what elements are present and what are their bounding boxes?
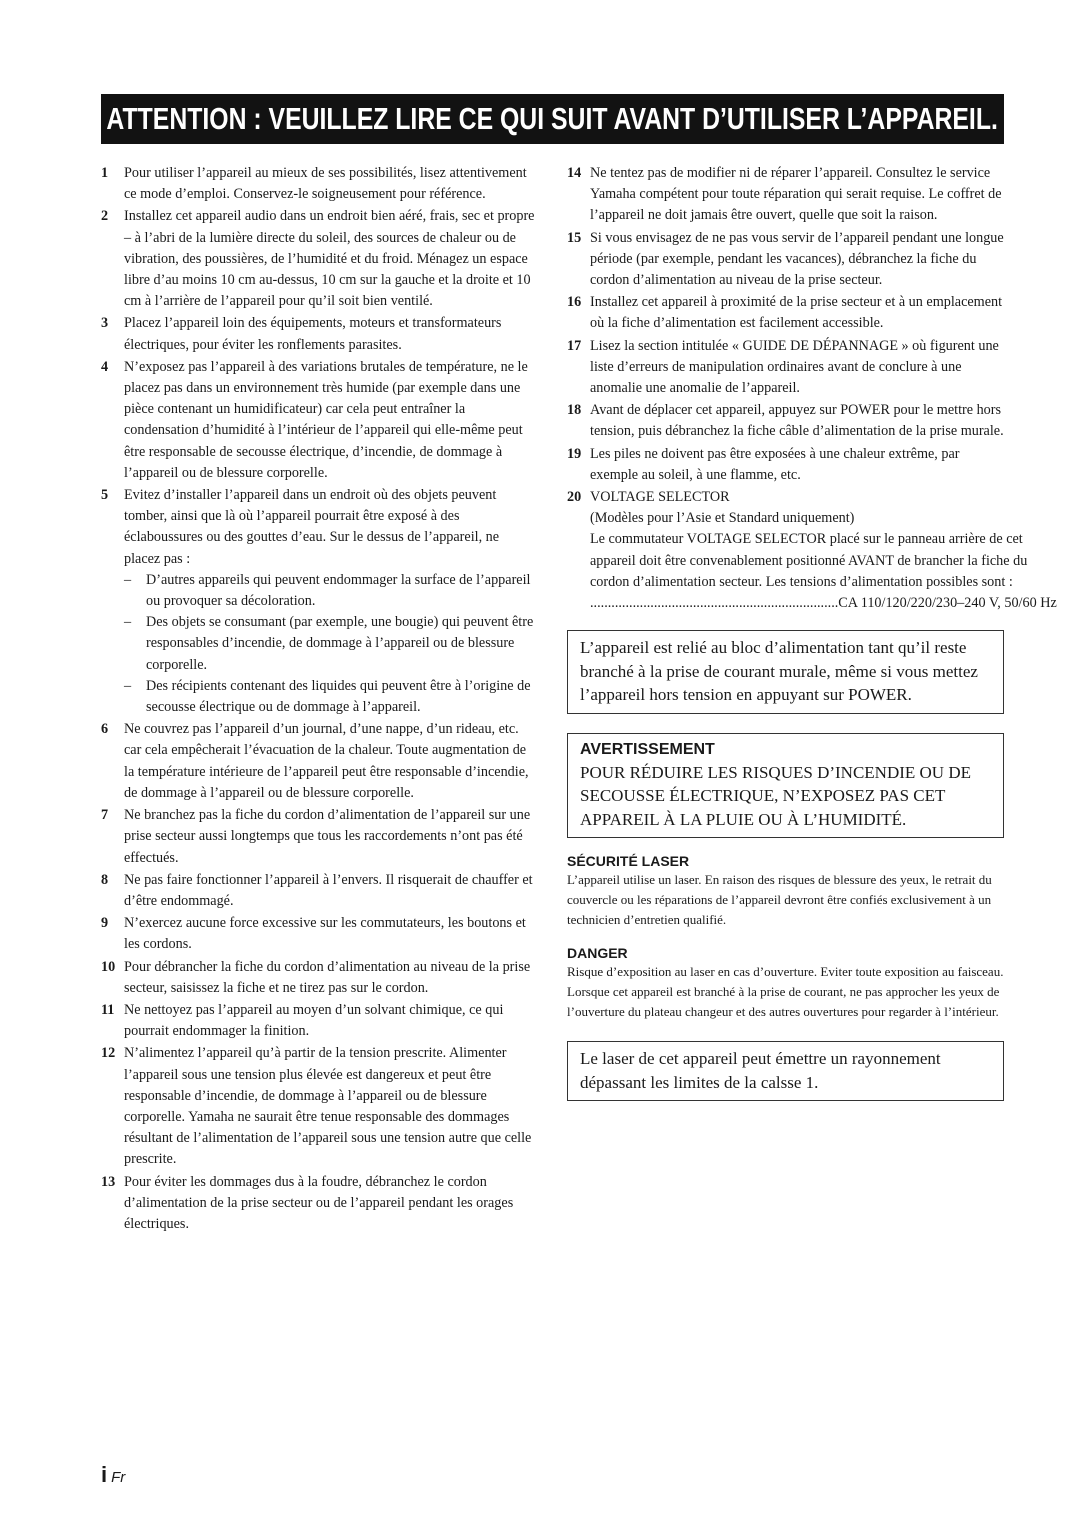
sub-item-text: D’autres appareils qui peuvent endommager la surface de l’appareil ou provoquer sa décoloration. xyxy=(146,571,531,610)
item-text: Ne nettoyez pas l’appareil au moyen d’un solvant chimique, ce qui pourrait endommager la finition. xyxy=(124,1001,504,1040)
sub-item-text: Des récipients contenant des liquides qui peuvent être à l’origine de secousse électrique ou de dommage à l’appareil. xyxy=(146,677,531,716)
item-text: Pour débrancher la fiche du cordon d’alimentation au niveau de la prise secteur, saisissez la fiche et ne tirez pas sur le cordon. xyxy=(124,958,531,996)
sub-list xyxy=(124,570,535,718)
dash-bullet: – xyxy=(124,677,132,694)
list-item-3 xyxy=(101,313,535,355)
danger-text: Risque d’exposition au laser en cas d’ouverture. Eviter toute exposition au faisceau. Lorsque cet appareil est branché à la prise de courant, ne pas approcher les yeux de l’ouverture du plateau changeur et des autres ouvertures pour regarder à l’intérieur. xyxy=(567,964,1004,1020)
item-number: 3 xyxy=(101,315,109,332)
dash-bullet: – xyxy=(124,571,132,588)
list-item-14 xyxy=(567,163,1004,227)
page-footer xyxy=(101,1462,125,1488)
laser-safety-title: SÉCURITÉ LASER xyxy=(567,853,690,870)
item-text: Ne tentez pas de modifier ni de réparer l’appareil. Consultez le service Yamaha compétent pour toute réparation qui serait requise. Le coffret de l’appareil ne doit jamais être ouvert, quelle que soit la raison. xyxy=(590,165,1002,224)
item-number: 7 xyxy=(101,807,109,824)
item-text: Avant de déplacer cet appareil, appuyez sur POWER pour le mettre hors tension, puis débranchez la fiche câble d’alimentation de la prise murale. xyxy=(590,402,1004,440)
dot-leader: ...................................................................... xyxy=(590,595,839,612)
item-text: N’exercez aucune force excessive sur les commutateurs, les boutons et les cordons. xyxy=(124,915,526,953)
list-item-18 xyxy=(567,400,1004,442)
power-notice-box xyxy=(567,630,1004,714)
list-item-1 xyxy=(101,163,535,205)
voltage-selector-title: VOLTAGE SELECTOR xyxy=(590,489,730,506)
item-text: N’exposez pas l’appareil à des variations brutales de température, ne le placez pas dans un environnement très humide (par exemple dans une pièce contenant un humidificateur) car cela peut entraîner la condensation d’humidité à l’intérieur de l’appareil qui elle-même peut être responsable de secousse électrique, d’incendie, de dommage à l’appareil ou de blessure corporelle. xyxy=(124,358,528,481)
item-text: Installez cet appareil à proximité de la prise secteur et à un emplacement où la fiche d’alimentation est facilement accessible. xyxy=(590,294,1003,332)
list-item-12 xyxy=(101,1043,535,1170)
voltage-values: CA 110/120/220/230–240 V, 50/60 Hz xyxy=(838,595,1057,612)
list-item-19 xyxy=(567,444,1004,486)
item-number: 4 xyxy=(101,358,109,375)
item-number: 13 xyxy=(101,1173,116,1190)
dash-bullet: – xyxy=(124,614,132,631)
list-item-20 xyxy=(567,487,1057,614)
page-number: i xyxy=(101,1462,108,1487)
item-number: 20 xyxy=(567,489,582,506)
item-number: 9 xyxy=(101,915,109,932)
sub-list-item xyxy=(124,612,535,676)
list-item-13 xyxy=(101,1172,535,1236)
item-20-list xyxy=(567,487,1057,614)
voltage-selector-text: Le commutateur VOLTAGE SELECTOR placé sur le panneau arrière de cet appareil doit être convenablement positionné AVANT de brancher la fiche du cordon d’alimentation secteur. Les tensions d’alimentation possibles sont : xyxy=(590,531,1028,590)
item-text: N’alimentez l’appareil qu’à partir de la tension prescrite. Alimenter l’appareil sous une tension plus élevée est dangereux et peut être responsable d’incendie, de dommage à l’appareil ou de blessure corporelle. Yamaha ne saurait être tenue responsable des dommages résultant de l’alimentation de l’appareil sous une tension autre que celle prescrite. xyxy=(124,1045,532,1168)
item-text: Placez l’appareil loin des équipements, moteurs et transformateurs électriques, pour éviter les ronflements parasites. xyxy=(124,315,502,353)
item-number: 16 xyxy=(567,294,582,311)
item-number: 11 xyxy=(101,1001,115,1018)
item-number: 5 xyxy=(101,487,109,504)
laser-class-text: Le laser de cet appareil peut émettre un rayonnement dépassant les limites de la calsse 1. xyxy=(580,1049,941,1092)
item-text: Installez cet appareil audio dans un endroit bien aéré, frais, sec et propre – à l’abri de la lumière directe du soleil, des sources de chaleur ou de vibration, des poussières, de l’humidité et du froid. Ménagez un espace libre d’au moins 10 cm au-dessus, 10 cm sur la gauche et la droite et 10 cm à l’arrière de l’appareil pour qu’il soit bien ventilé. xyxy=(124,208,535,310)
right-column xyxy=(567,163,1057,1101)
warning-text: POUR RÉDUIRE LES RISQUES D’INCENDIE OU DE SECOUSSE ÉLECTRIQUE, N’EXPOSEZ PAS CET APPAREIL À LA PLUIE OU À L’HUMIDITÉ. xyxy=(580,762,971,829)
left-item-list xyxy=(101,163,535,1235)
item-text: Ne branchez pas la fiche du cordon d’alimentation de l’appareil sur une prise secteur aussi longtemps que tous les raccordements n’ont pas été effectués. xyxy=(124,807,531,866)
item-number: 12 xyxy=(101,1045,116,1062)
power-notice-text: L’appareil est relié au bloc d’alimentation tant qu’il reste branché à la prise de courant murale, même si vous mettez l’appareil hors tension en appuyant sur POWER. xyxy=(580,638,978,705)
item-text: Lisez la section intitulée « GUIDE DE DÉPANNAGE » où figurent une liste d’erreurs de manipulation ordinaires avant de conclure à une anomalie une anomalie de l’appareil. xyxy=(590,337,999,397)
list-item-4 xyxy=(101,357,535,484)
item-text: Les piles ne doivent pas être exposées à une chaleur extrême, par exemple au soleil, à une flamme, etc. xyxy=(590,445,960,483)
item-text: Ne pas faire fonctionner l’appareil à l’envers. Il risquerait de chauffer et d’être endommagé. xyxy=(124,871,533,909)
item-text: Evitez d’installer l’appareil dans un endroit où des objets peuvent tomber, ainsi que là où l’appareil pourrait être exposé à des éclaboussures ou des gouttes d’eau. Sur le dessus de l’appareil, ne placez pas : xyxy=(124,487,500,567)
laser-safety-text: L’appareil utilise un laser. En raison des risques de blessure des yeux, le retrait du couvercle ou les réparations de l’appareil devront être confiés exclusivement à un technicien d’entretien qualifié. xyxy=(567,872,992,928)
item-number: 2 xyxy=(101,208,109,225)
list-item-8 xyxy=(101,870,535,912)
list-item-16 xyxy=(567,292,1004,334)
list-item-6 xyxy=(101,719,535,804)
sub-list-item xyxy=(124,676,535,718)
item-text: Pour éviter les dommages dus à la foudre, débranchez le cordon d’alimentation de la prise secteur ou de l’appareil pendant les orages électriques. xyxy=(124,1173,514,1232)
item-text: Ne couvrez pas l’appareil d’un journal, d’une nappe, d’un rideau, etc. car cela empêcherait l’évacuation de la chaleur. Toute augmentation de la température intérieure de l’appareil peut être responsable d’incendie, de dommage à l’appareil ou de blessure corporelle. xyxy=(124,721,529,801)
item-number: 18 xyxy=(567,402,582,419)
list-item-11 xyxy=(101,1000,535,1042)
item-text: Si vous envisagez de ne pas vous servir de l’appareil pendant une longue période (par exemple, pendant les vacances), débranchez la fiche du cordon d’alimentation au niveau de la prise secteur. xyxy=(590,229,1004,289)
list-item-9 xyxy=(101,913,535,955)
item-number: 8 xyxy=(101,871,109,888)
item-text: Pour utiliser l’appareil au mieux de ses possibilités, lisez attentivement ce mode d’emploi. Conservez-le soigneusement pour référence. xyxy=(124,165,527,203)
item-number: 17 xyxy=(567,337,582,354)
danger-title: DANGER xyxy=(567,945,628,962)
list-item-2 xyxy=(101,206,535,312)
list-item-15 xyxy=(567,228,1004,292)
item-number: 14 xyxy=(567,165,582,181)
language-label: Fr xyxy=(111,1469,126,1486)
list-item-17 xyxy=(567,336,1004,400)
item-number: 15 xyxy=(567,229,582,246)
item-number: 10 xyxy=(101,958,116,975)
warning-box xyxy=(567,733,1004,839)
item-number: 6 xyxy=(101,721,109,738)
list-item-5 xyxy=(101,485,535,718)
list-item-7 xyxy=(101,805,535,869)
right-item-list xyxy=(567,163,1004,486)
item-number: 19 xyxy=(567,445,582,462)
page-title: ATTENTION : VEUILLEZ LIRE CE QUI SUIT AVANT D’UTILISER L’APPAREIL. xyxy=(106,101,999,136)
list-item-10 xyxy=(101,957,535,999)
sub-list-item xyxy=(124,570,535,612)
voltage-selector-models: (Modèles pour l’Asie et Standard uniquement) xyxy=(590,510,855,527)
sub-item-text: Des objets se consumant (par exemple, une bougie) qui peuvent être responsables d’incendie, de dommage à l’appareil ou de blessure corporelle. xyxy=(146,614,534,673)
voltage-line xyxy=(590,593,1057,614)
laser-class-box xyxy=(567,1041,1004,1101)
warning-title: AVERTISSEMENT xyxy=(580,740,715,758)
left-column xyxy=(101,163,535,1236)
item-number: 1 xyxy=(101,165,109,181)
header-banner xyxy=(101,94,1004,144)
